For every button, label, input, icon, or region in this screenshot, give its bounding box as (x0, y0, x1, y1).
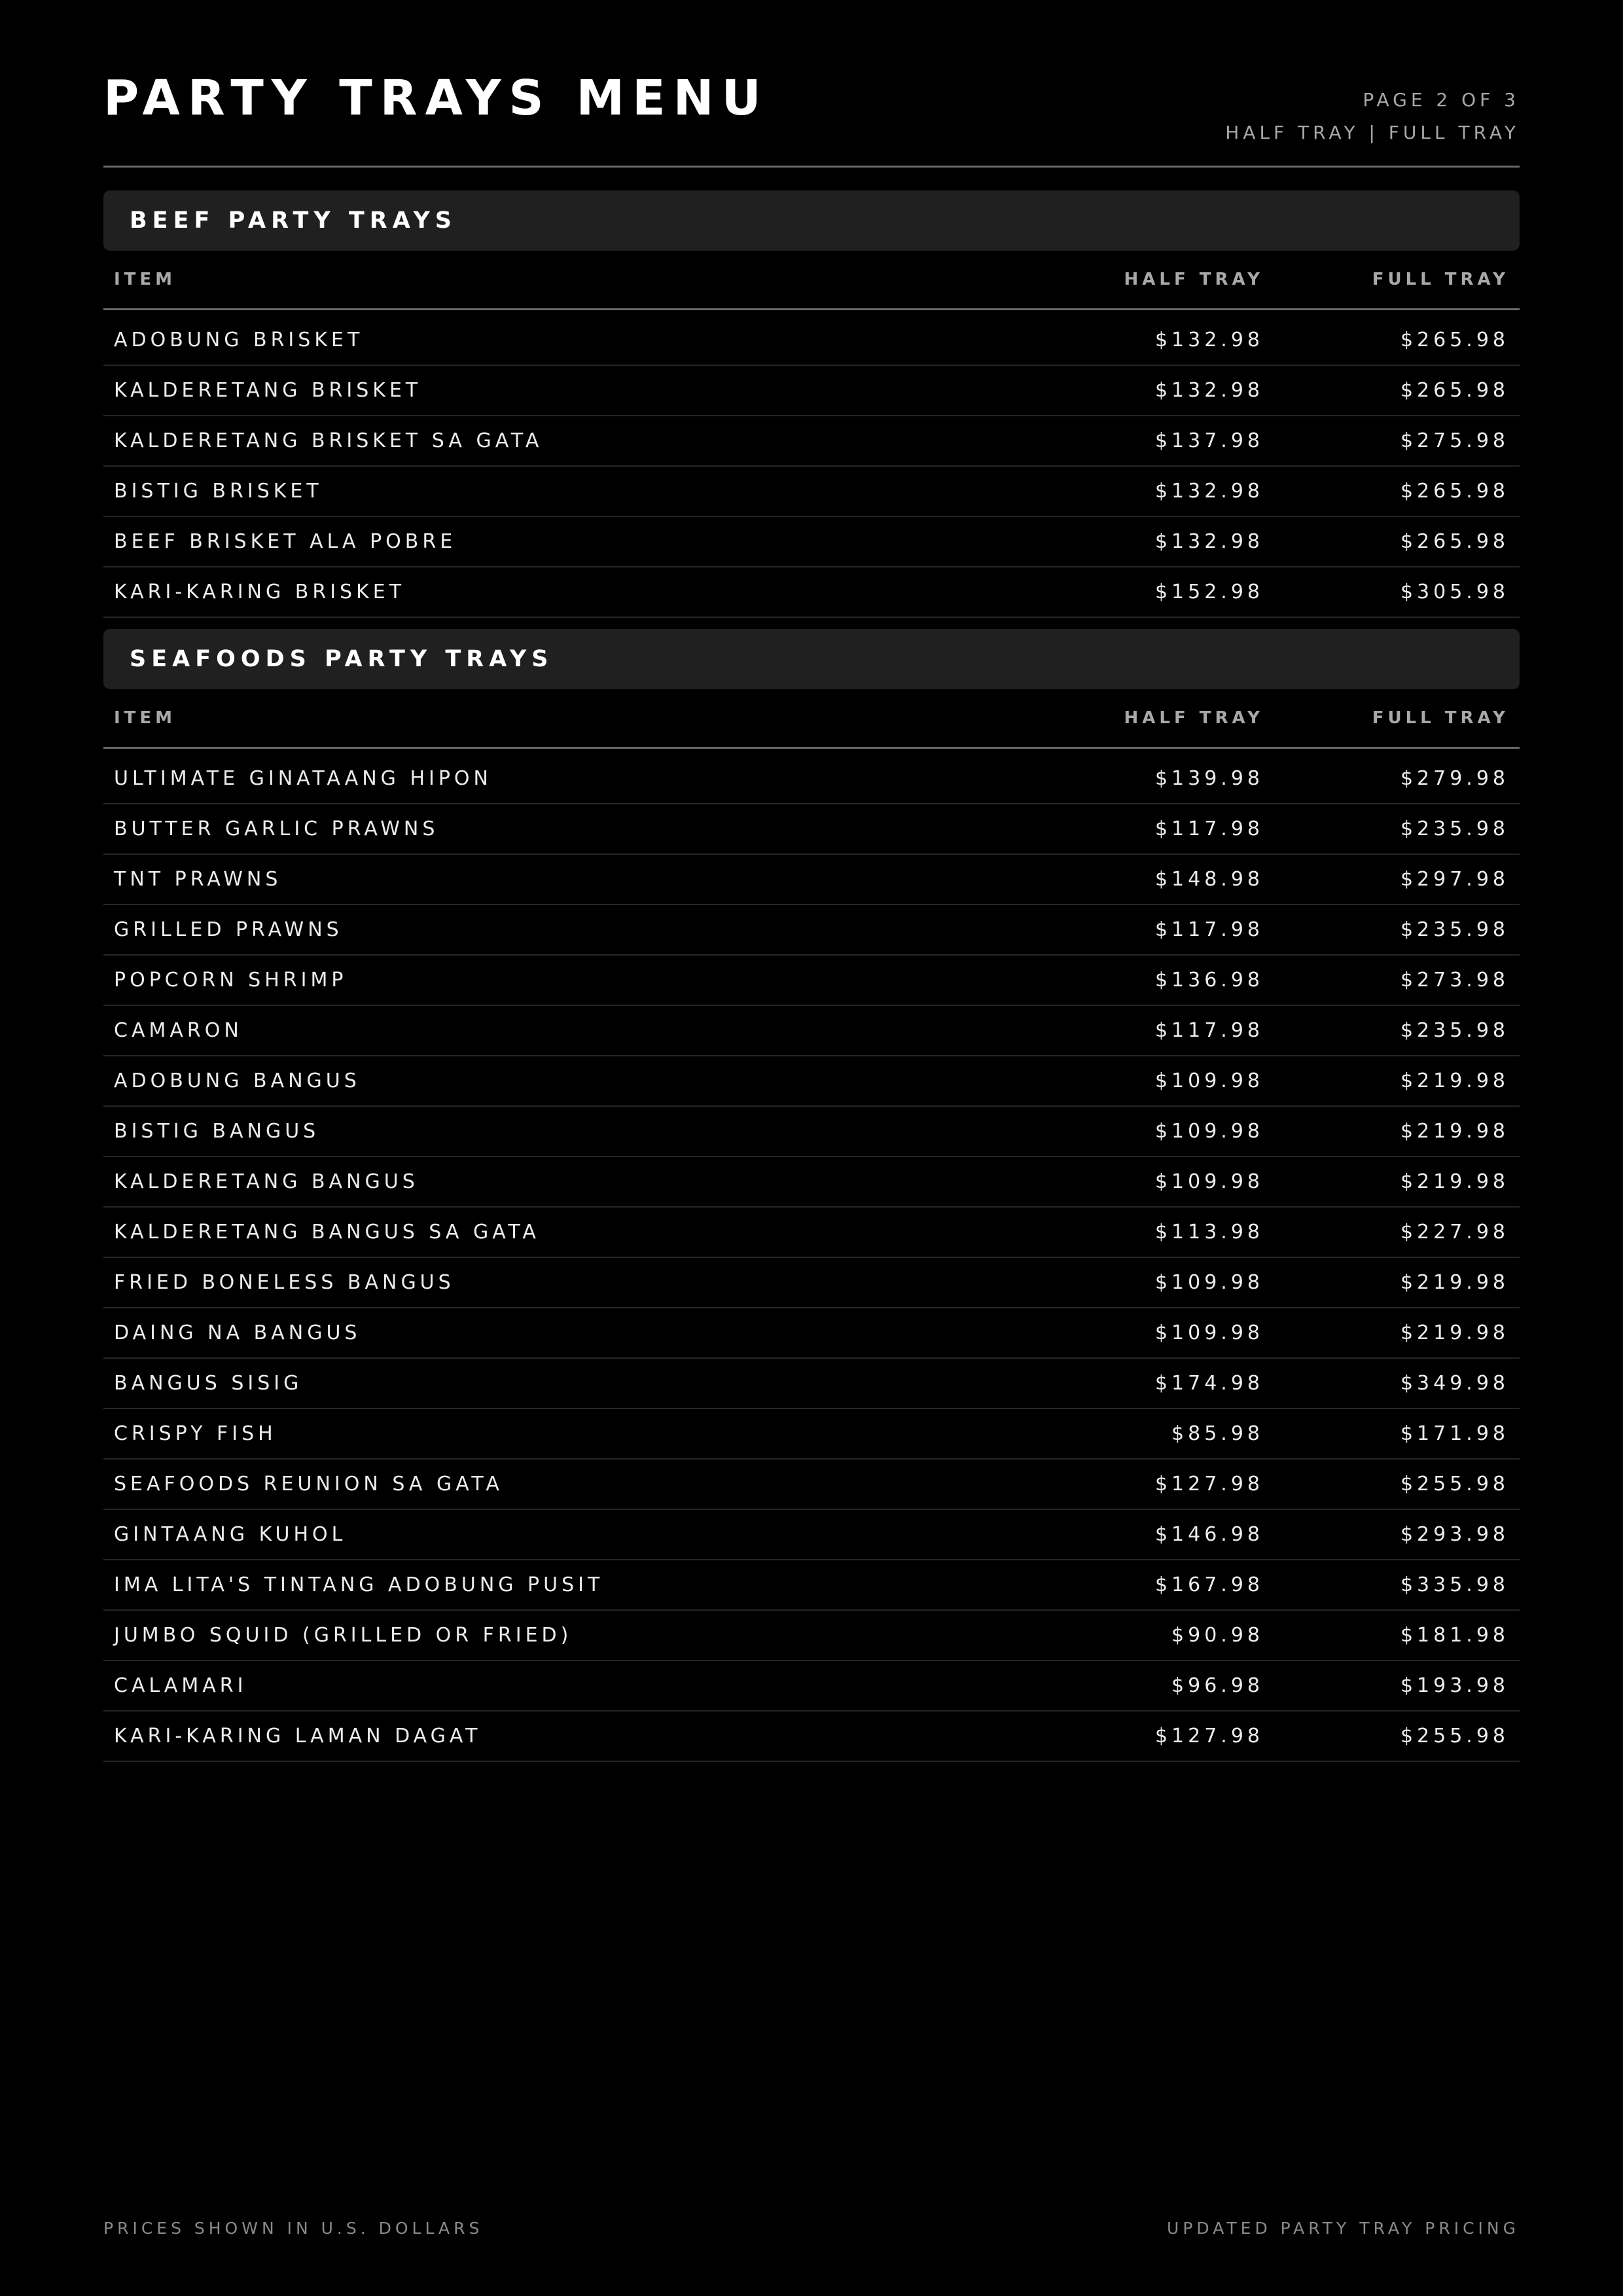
menu-row (103, 1006, 1520, 1056)
item-name: TNT PRAWNS (114, 868, 282, 891)
item-name: KARI-KARING LAMAN DAGAT (114, 1725, 482, 1748)
item-name: IMA LITA'S TINTANG ADOBUNG PUSIT (114, 1573, 604, 1596)
full-tray-price: $273.98 (1400, 969, 1509, 992)
menu-row (103, 1056, 1520, 1107)
menu-row (103, 1409, 1520, 1460)
menu-row (103, 1208, 1520, 1258)
menu-row (103, 754, 1520, 804)
item-name: ADOBUNG BRISKET (114, 329, 364, 351)
item-name: POPCORN SHRIMP (114, 969, 348, 992)
menu-row (103, 1661, 1520, 1712)
column-header-half-tray: HALF TRAY (1124, 708, 1264, 728)
menu-row (103, 1460, 1520, 1510)
item-name: BISTIG BRISKET (114, 480, 323, 503)
menu-row (103, 416, 1520, 467)
half-tray-price: $127.98 (1154, 1725, 1264, 1748)
menu-row (103, 1560, 1520, 1611)
item-name: FRIED BONELESS BANGUS (114, 1271, 455, 1294)
half-tray-price: $132.98 (1154, 480, 1264, 503)
menu-row (103, 1510, 1520, 1560)
half-tray-price: $85.98 (1171, 1422, 1264, 1445)
full-tray-price: $265.98 (1400, 530, 1509, 553)
item-name: CAMARON (114, 1019, 243, 1042)
menu-row (103, 517, 1520, 567)
half-tray-price: $90.98 (1171, 1624, 1264, 1647)
column-header-full-tray: FULL TRAY (1372, 270, 1509, 289)
half-tray-price: $127.98 (1154, 1473, 1264, 1496)
item-name: CALAMARI (114, 1674, 247, 1697)
item-name: SEAFOODS REUNION SA GATA (114, 1473, 503, 1496)
menu-row (103, 1359, 1520, 1409)
menu-row (103, 1258, 1520, 1308)
page-number: PAGE 2 OF 3 (1363, 89, 1520, 111)
menu-row (103, 855, 1520, 905)
full-tray-price: $265.98 (1400, 379, 1509, 402)
half-tray-price: $109.98 (1154, 1170, 1264, 1193)
menu-row (103, 956, 1520, 1006)
header-divider (103, 166, 1520, 168)
full-tray-price: $305.98 (1400, 581, 1509, 603)
page-title: PARTY TRAYS MENU (103, 70, 769, 126)
half-tray-price: $117.98 (1154, 1019, 1264, 1042)
full-tray-price: $265.98 (1400, 480, 1509, 503)
item-name: BUTTER GARLIC PRAWNS (114, 817, 439, 840)
item-name: KARI-KARING BRISKET (114, 581, 406, 603)
full-tray-price: $219.98 (1400, 1069, 1509, 1092)
half-tray-price: $96.98 (1171, 1674, 1264, 1697)
full-tray-price: $297.98 (1400, 868, 1509, 891)
full-tray-price: $265.98 (1400, 329, 1509, 351)
menu-row (103, 315, 1520, 366)
column-header-half-tray: HALF TRAY (1124, 270, 1264, 289)
menu-row (103, 804, 1520, 855)
half-tray-price: $136.98 (1154, 969, 1264, 992)
item-name: KALDERETANG BANGUS (114, 1170, 419, 1193)
footer-updated-note: UPDATED PARTY TRAY PRICING (1167, 2219, 1520, 2238)
tray-size-legend: HALF TRAY | FULL TRAY (1225, 122, 1520, 143)
item-name: ULTIMATE GINATAANG HIPON (114, 767, 492, 790)
full-tray-price: $171.98 (1400, 1422, 1509, 1445)
full-tray-price: $219.98 (1400, 1271, 1509, 1294)
full-tray-price: $181.98 (1400, 1624, 1509, 1647)
page-info (1225, 84, 1520, 149)
half-tray-price: $132.98 (1154, 329, 1264, 351)
column-header (103, 689, 1520, 749)
full-tray-price: $219.98 (1400, 1321, 1509, 1344)
half-tray-price: $117.98 (1154, 817, 1264, 840)
menu-row (103, 1157, 1520, 1208)
full-tray-price: $349.98 (1400, 1372, 1509, 1395)
menu-row (103, 1308, 1520, 1359)
half-tray-price: $132.98 (1154, 379, 1264, 402)
full-tray-price: $293.98 (1400, 1523, 1509, 1546)
item-name: GRILLED PRAWNS (114, 918, 343, 941)
half-tray-price: $152.98 (1154, 581, 1264, 603)
half-tray-price: $113.98 (1154, 1221, 1264, 1244)
menu-row (103, 1712, 1520, 1762)
half-tray-price: $109.98 (1154, 1321, 1264, 1344)
menu-section (103, 629, 1520, 1762)
half-tray-price: $109.98 (1154, 1120, 1264, 1143)
menu-row (103, 467, 1520, 517)
column-header-full-tray: FULL TRAY (1372, 708, 1509, 728)
menu-row (103, 1107, 1520, 1157)
item-name: DAING NA BANGUS (114, 1321, 361, 1344)
menu-content (103, 190, 1520, 1762)
item-name: BANGUS SISIG (114, 1372, 303, 1395)
item-name: ADOBUNG BANGUS (114, 1069, 361, 1092)
section-title: BEEF PARTY TRAYS (103, 190, 1520, 251)
half-tray-price: $167.98 (1154, 1573, 1264, 1596)
item-name: BEEF BRISKET ALA POBRE (114, 530, 457, 553)
full-tray-price: $235.98 (1400, 817, 1509, 840)
full-tray-price: $255.98 (1400, 1473, 1509, 1496)
full-tray-price: $235.98 (1400, 918, 1509, 941)
full-tray-price: $227.98 (1400, 1221, 1509, 1244)
half-tray-price: $139.98 (1154, 767, 1264, 790)
item-name: KALDERETANG BANGUS SA GATA (114, 1221, 540, 1244)
full-tray-price: $193.98 (1400, 1674, 1509, 1697)
menu-row (103, 366, 1520, 416)
half-tray-price: $146.98 (1154, 1523, 1264, 1546)
menu-row (103, 1611, 1520, 1661)
section-title: SEAFOODS PARTY TRAYS (103, 629, 1520, 689)
column-header-item: ITEM (114, 270, 177, 289)
full-tray-price: $219.98 (1400, 1170, 1509, 1193)
half-tray-price: $132.98 (1154, 530, 1264, 553)
menu-row (103, 905, 1520, 956)
menu-section (103, 190, 1520, 618)
item-name: JUMBO SQUID (GRILLED OR FRIED) (114, 1624, 573, 1647)
full-tray-price: $275.98 (1400, 429, 1509, 452)
full-tray-price: $219.98 (1400, 1120, 1509, 1143)
full-tray-price: $335.98 (1400, 1573, 1509, 1596)
column-header (103, 251, 1520, 310)
half-tray-price: $174.98 (1154, 1372, 1264, 1395)
half-tray-price: $148.98 (1154, 868, 1264, 891)
half-tray-price: $109.98 (1154, 1271, 1264, 1294)
full-tray-price: $255.98 (1400, 1725, 1509, 1748)
menu-row (103, 567, 1520, 618)
item-name: GINTAANG KUHOL (114, 1523, 347, 1546)
item-name: KALDERETANG BRISKET SA GATA (114, 429, 543, 452)
column-header-item: ITEM (114, 708, 177, 728)
full-tray-price: $279.98 (1400, 767, 1509, 790)
half-tray-price: $117.98 (1154, 918, 1264, 941)
item-name: CRISPY FISH (114, 1422, 277, 1445)
half-tray-price: $137.98 (1154, 429, 1264, 452)
half-tray-price: $109.98 (1154, 1069, 1264, 1092)
item-name: KALDERETANG BRISKET (114, 379, 422, 402)
footer-currency-note: PRICES SHOWN IN U.S. DOLLARS (103, 2219, 484, 2238)
item-name: BISTIG BANGUS (114, 1120, 320, 1143)
full-tray-price: $235.98 (1400, 1019, 1509, 1042)
